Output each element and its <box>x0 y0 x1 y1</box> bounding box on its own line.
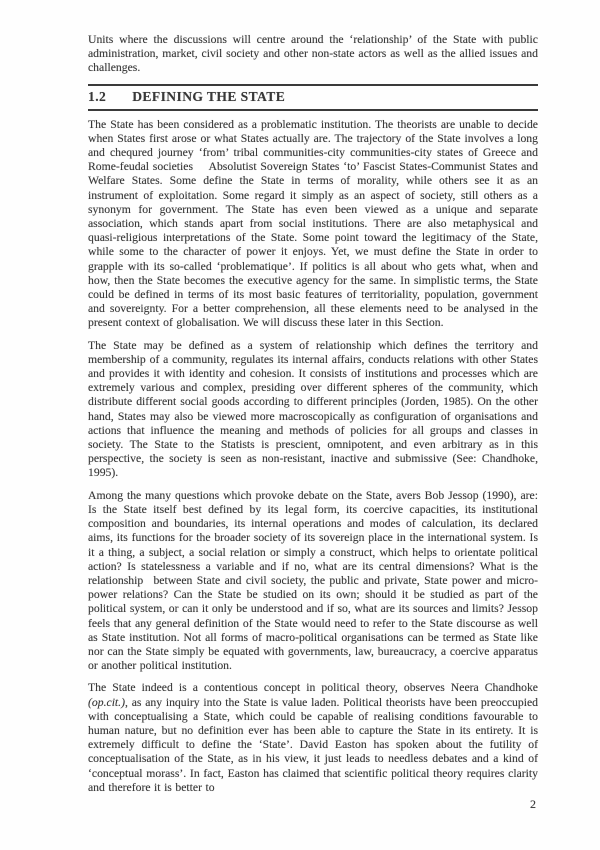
paragraph-chandhoke-segment-2: , as any inquiry into the State is value laden. Political theorists have been preoccupied with conceptualising a State, which could be capable of realising conditions favourable to human nature, but no definition ever has been able to capture the State in its entirety. It is extremely difficult to define the ‘State’. David Easton has spoken about the futility of conceptualisation of the State, as in his view, it just leads to needless debates and a kind of ‘conceptual morass’. In fact, Easton has claimed that scientific political theory requires clarity and therefore it is better to <box>88 695 538 794</box>
section-number: 1.2 <box>88 88 107 104</box>
intro-paragraph: Units where the discussions will centre around the ‘relationship’ of the State with public administration, market, civil society and other non-state actors as well as the allied issues and challenges. <box>88 33 538 75</box>
section-heading <box>88 84 538 111</box>
section-title: DEFINING THE STATE <box>132 88 286 104</box>
page-content <box>88 33 538 803</box>
op-cit-citation: (op.cit.) <box>88 695 125 709</box>
paragraph-jessop-questions: Among the many questions which provoke debate on the State, avers Bob Jessop (1990), are: Is the State itself best defined by its legal form, its coercive capacities, its institutional composition and boundaries, its internal operations and modes of calculation, its declared aims, its functions for the broader society of its sovereign place in the international system. Is it a thing, a subject, a social relation or simply a construct, which helps to orientate political action? Is statelessness a variable and if no, what are its central dimensions? What is the relationship between State and civil society, the public and private, State power and micro-power relations? Can the State be studied on its own; should it be studied as part of the political system, or can it only be understood and if so, what are its sources and limits? Jessop feels that any general definition of the State would need to refer to the State discourse as well as State institution. Not all forms of macro-political organisations can be termed as State like nor can the State simply be equated with governments, law, bureaucracy, a coercive apparatus or another political institution. <box>88 488 538 673</box>
page-number: 2 <box>530 797 536 811</box>
paragraph-chandhoke-contentious <box>88 681 538 795</box>
paragraph-state-problematic: The State has been considered as a problematic institution. The theorists are unable to decide when States first arose or what States actually are. The trajectory of the State involves a long and chequred journey ‘from’ tribal communities-city communities-city states of Greece and Rome-feudal societies Absolutist Sovereign States ‘to’ Fascist States-Communist States and Welfare States. Some define the State in terms of morality, while others see it as an instrument of exploitation. Some regard it simply as an aspect of society, still others as a synonym for government. The State has even been viewed as a unique and separate association, which stands apart from social institutions. There are also metaphysical and quasi-religious interpretations of the State. Some point toward the legitimacy of the State, while some to the character of power it enjoys. Yet, we must define the State in order to grapple with its so-called ‘problematique’. If politics is all about who gets what, when and how, then the State becomes the executive agency for the same. In simplistic terms, the State could be defined in terms of its most basic features of territoriality, population, government and sovereignty. For a better comprehension, all these elements need to be analysed in the present context of globalisation. We will discuss these later in this Section. <box>88 117 538 330</box>
paragraph-chandhoke-segment-1: The State indeed is a contentious concept in political theory, observes Neera Chandhoke <box>88 681 538 695</box>
paragraph-state-definition: The State may be defined as a system of relationship which defines the territory and membership of a community, regulates its internal affairs, conducts relations with other States and provides it with identity and cohesion. It consists of institutions and processes which are extremely various and complex, presiding over different spheres of the community, which distribute different social goods according to different principles (Jorden, 1985). On the other hand, States may also be viewed more macroscopically as configuration of organisations and actions that influence the meaning and methods of policies for all groups and classes in society. The State to the Statists is prescient, omnipotent, and even arbitrary as in this perspective, the society is seen as non-resistant, inactive and submissive (See: Chandhoke, 1995). <box>88 338 538 480</box>
